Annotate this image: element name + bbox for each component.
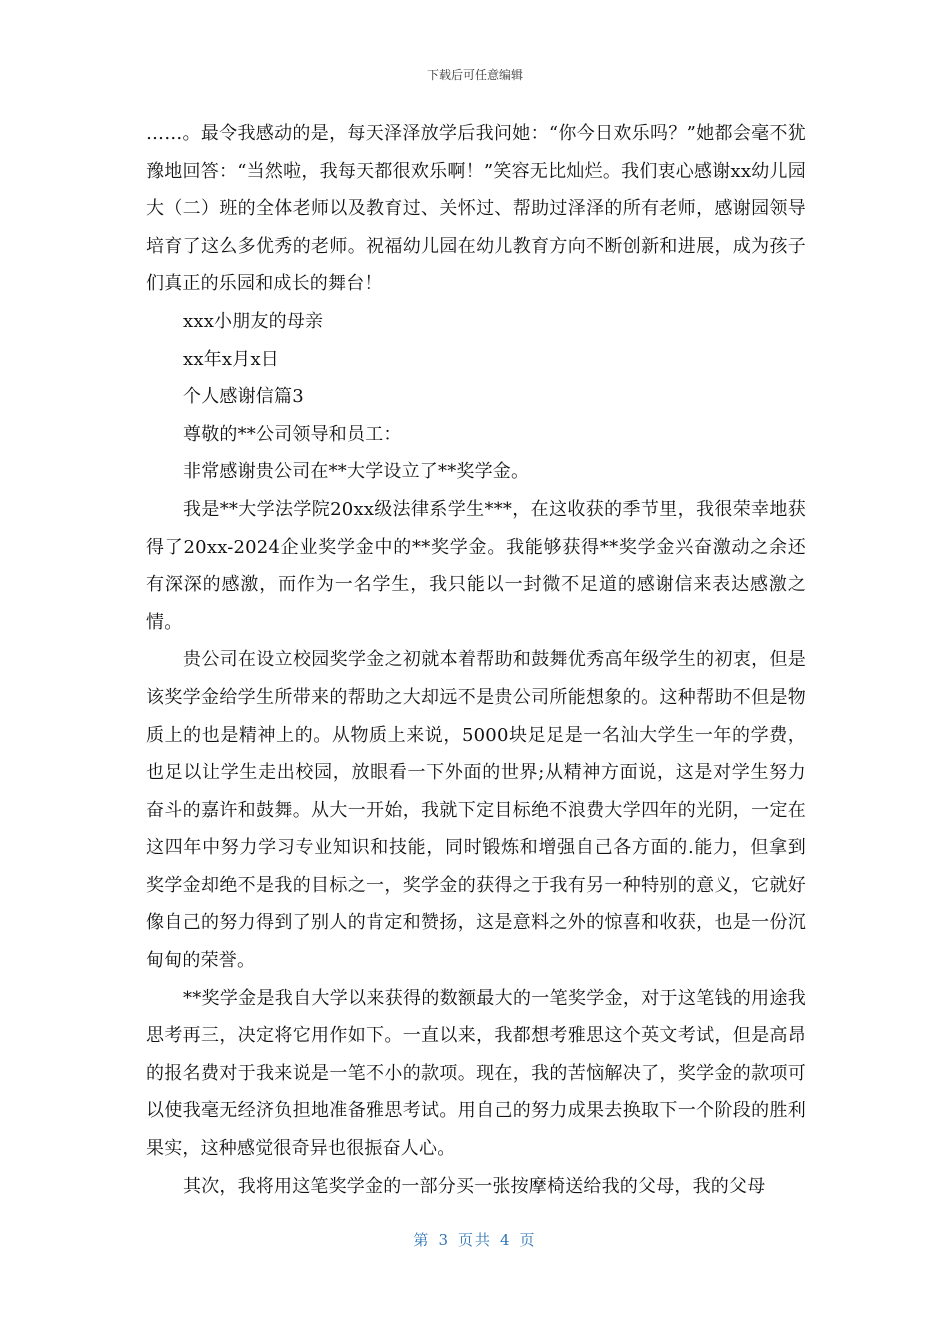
footer-total-pages: 4 <box>500 1231 512 1249</box>
footer-label-of: 页共 <box>457 1231 492 1249</box>
date-line: xx年x月x日 <box>183 348 280 370</box>
section-title: 个人感谢信篇3 <box>183 386 304 408</box>
footer-label-page: 第 <box>413 1231 431 1249</box>
salutation: 尊敬的**公司领导和员工： <box>183 423 402 445</box>
footer-current-page: 3 <box>438 1231 450 1249</box>
paragraph: 非常感谢贵公司在**大学设立了**奖学金。 <box>183 461 530 483</box>
signature-line: xxx小朋友的母亲 <box>183 310 324 332</box>
paragraph: 贵公司在设立校园奖学金之初就本着帮助和鼓舞优秀高年级学生的初衷，但是该奖学金给学生所带来的帮助之大却远不是贵公司所能想象的。这种帮助不但是物质上的也是精神上的。从物质上来说，5000块足足是一名汕大学生一年的学费，也足以让学生走出校园，放眼看一下外面的世界;从精神方面说，这是对学生努力奋斗的嘉许和鼓舞。从大一开始，我就下定目标绝不浪费大学四年的光阴，一定在这四年中努力学习专业知识和技能，同时锻炼和增强自己各方面的.能力，但拿到奖学金却绝不是我的目标之一，奖学金的获得之于我有另一种特别的意义，它就好像自己的努力得到了别人的肯定和赞扬，这是意料之外的惊喜和收获，也是一份沉甸甸的荣誉。 <box>146 649 806 972</box>
page-footer <box>0 1229 950 1250</box>
document-body <box>146 115 806 1205</box>
paragraph: ……。最令我感动的是，每天泽泽放学后我问她：“你今日欢乐吗？”她都会毫不犹豫地回答：“当然啦，我每天都很欢乐啊！”笑容无比灿烂。我们衷心感谢xx幼儿园大（二）班的全体老师以及教育过、关怀过、帮助过泽泽的所有老师，感谢园领导培育了这么多优秀的老师。祝福幼儿园在幼儿教育方向不断创新和进展，成为孩子们真正的乐园和成长的舞台！ <box>146 123 806 295</box>
page-header: 下载后可任意编辑 <box>426 68 523 82</box>
paragraph: **奖学金是我自大学以来获得的数额最大的一笔奖学金，对于这笔钱的用途我思考再三，决定将它用作如下。一直以来，我都想考雅思这个英文考试，但是高昂的报名费对于我来说是一笔不小的款项。现在，我的苦恼解决了，奖学金的款项可以使我毫无经济负担地准备雅思考试。用自己的努力成果去换取下一个阶段的胜利果实，这种感觉很奇异也很振奋人心。 <box>146 987 806 1160</box>
paragraph: 我是**大学法学院20xx级法律系学生***，在这收获的季节里，我很荣幸地获得了20xx-2024企业奖学金中的**奖学金。我能够获得**奖学金兴奋激动之余还有深深的感激，而作为一名学生，我只能以一封微不足道的感谢信来表达感激之情。 <box>146 498 806 633</box>
paragraph: 其次，我将用这笔奖学金的一部分买一张按摩椅送给我的父母，我的父母 <box>183 1175 766 1197</box>
footer-label-end: 页 <box>519 1231 537 1249</box>
